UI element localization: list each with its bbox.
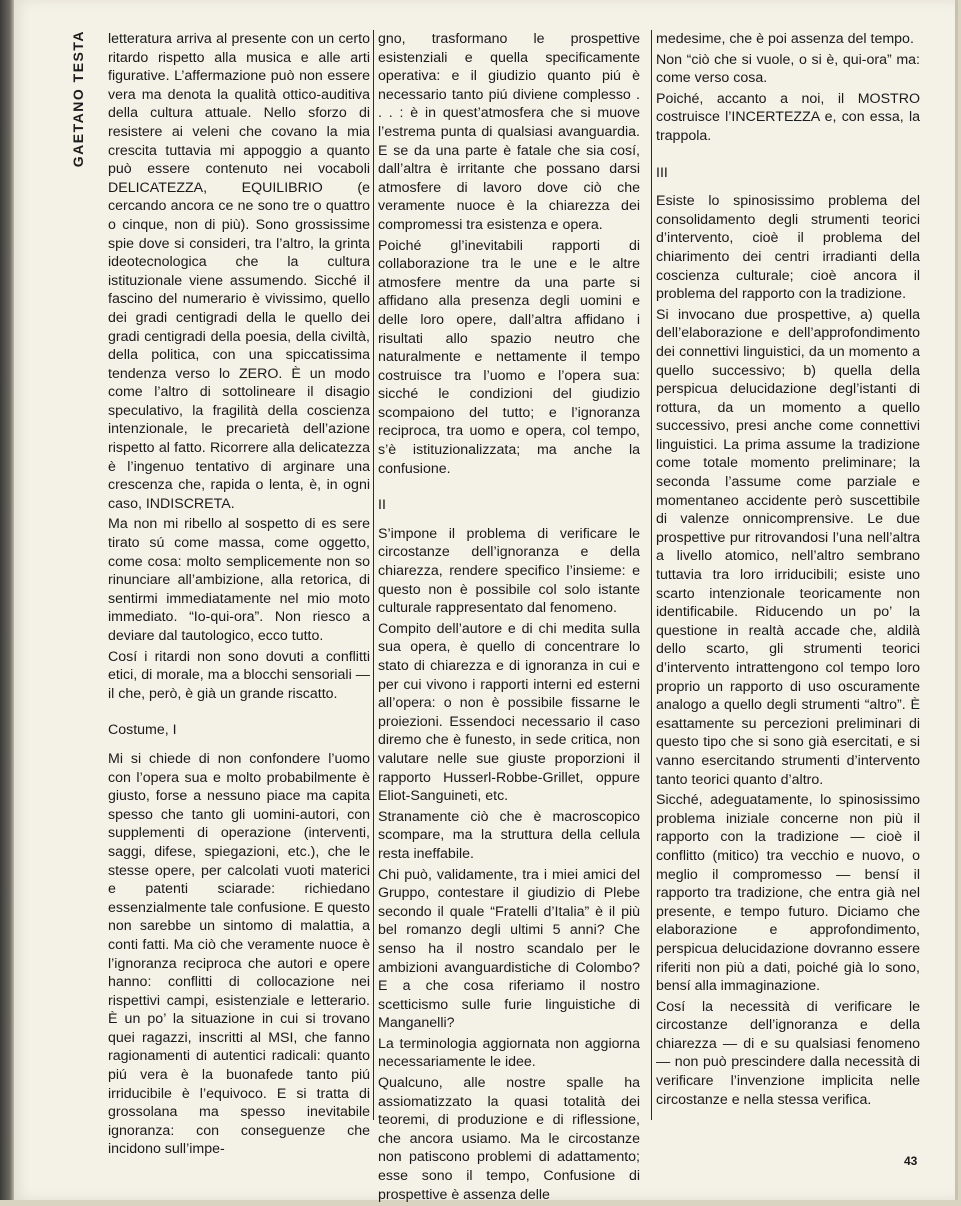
paragraph: Chi può, validamente, tra i miei amici del Gruppo, contestare il giudizio di Plebe secondo il quale “Fratelli d’Italia” è il più bel romanzo degli ultimi 5 anni? Che senso ha il nostro scandalo per le ambizioni avanguardistiche di Colombo? E a che cosa riferiamo il nostro scetticismo sulle furie linguistiche di Manganelli?	[378, 866, 640, 1032]
text-column-3	[656, 30, 920, 1111]
paragraph: medesime, che è poi assenza del tempo.	[656, 31, 914, 47]
paragraph: Mi si chiede di non confondere l’uomo con l’opera sua e molto probabilmente è giusto, forse a nessuno piace ma capita spesso che tanto gli uomini-autori, con supplementi di operazione (interventi, saggi, difese, spiegazioni, etc.), che le stesse opere, per calcolati vuoti materici e patenti sciarade: richiedano essenzialmente tale confusione. E questo non sarebbe un sintomo di malattia, a conti fatti. Ma ciò che veramente nuoce è l’ignoranza reciproca che autori e opere hanno: conflitti di collocazione nei rispettivi campi, esistenziale e letterario. È un po’ la situazione in cui si trovano quei ragazzi, inscritti al MSI, che fanno ragionamenti di autentici radicali: quanto piú vera è la buonafede tanto piú irriducibile è l’equivoco. E si tratta di grossolana ma spesso inevitabile ignoranza: con conseguenze che incidono sull’impe-	[108, 750, 370, 1158]
column-divider	[651, 30, 652, 1120]
page-edge	[955, 0, 958, 1200]
author-name: GAETANO TESTA	[70, 30, 86, 168]
paragraph: Poiché, accanto a noi, il MOSTRO costruisce l’INCERTEZZA e, con essa, la trappola.	[656, 90, 920, 144]
paragraph: Esiste lo spinosissimo problema del consolidamento degli strumenti teorici d’intervento, cioè il problema del chiarimento dei centri irradianti della coscienza culturale; cioè ancora il problema del rapporto con la tradizione.	[656, 193, 920, 303]
column-divider	[373, 30, 374, 1120]
section-heading: II	[378, 497, 386, 514]
text-column-1	[108, 30, 370, 1161]
text-column-2	[378, 30, 640, 1206]
paragraph: Cosí la necessità di verificare le circostanze dell’ignoranza e della chiarezza — di e su qualsiasi fenomeno — non può prescindere dalla necessità di verificare l’invenzione implicita nelle circostanze e nella stessa verifica.	[656, 998, 920, 1108]
section-heading: Costume, I	[108, 722, 177, 739]
section-heading: III	[656, 164, 668, 181]
paragraph: letteratura arriva al presente con un certo ritardo rispetto alla musica e alle arti figurative. L’affermazione può non essere vera ma denota la qualità ottico-auditiva della cultura attuale. Nello sforzo di resistere ai veleni che covano la mia crescita tuttavia mi appoggio a quanto può essere contenuto nei vocaboli DELICATEZZA, EQUILIBRIO (e cercando ancora ce ne sono tre o quattro o cinque, non di più). Sono grossissime spie dove si consideri, tra l’altro, la grinta ideotecnologica che la cultura istituzionale viene assumendo. Sicché il fascino del numerario è vivissimo, quello dei gradi centigradi della le quello dei gradi centigradi della poesia, della civiltà, della politica, con una spiccatissima tendenza verso lo ZERO. È un modo come l’altro di sottolineare il disagio speculativo, la fragilità della coscienza intenzionale, le precarietà dell’azione rispetto al fatto. Ricorrere alla delicatezza è l’ingenuo tentativo di arginare una crescenza che, rapida o lenta, è, in ogni caso, INDISCRETA.	[108, 31, 370, 512]
paragraph: Qualcuno, alle nostre spalle ha assiomatizzato la quasi totalità dei teoremi, di produzione e di riflessione, che ancora usiamo. Ma le circostanze non patiscono problemi di adattamento; esse sono il tempo, Confusione di prospettive è assenza delle	[378, 1075, 640, 1203]
paragraph: S’impone il problema di verificare le circostanze dell’ignoranza e della chiarezza, rendere specifico l’insieme: e questo non è possibile col solo istante culturale rappresentato dal fenomeno.	[378, 525, 640, 617]
paragraph: gno, trasformano le prospettive esistenziali e quella specificamente operativa: e il giudizio quanto piú è necessario tanto piú diviene complesso . . . : è in quest’atmosfera che si muove l’estrema punta di qualsiasi avanguardia. E se da una parte è fatale che sia cosí, dall’altra è irritante che possano darsi atmosfere di lavoro dove ciò che veramente nuoce è la chiarezza dei compromessi tra esistenza e opera.	[378, 31, 640, 233]
paragraph: Sicché, adeguatamente, lo spinosissimo problema iniziale concerne non più il rapporto con la tradizione — cioè il conflitto (mitico) tra vecchio e nuovo, o meglio il compromesso — bensí il rapporto tra tradizione, che entra già nel presente, e tempo futuro. Diciamo che elaborazione e approfondimento, perspicua delucidazione dovranno essere riferiti non più a dati, poiché già lo sono, bensí alla immaginazione.	[656, 792, 920, 995]
paragraph: Si invocano due prospettive, a) quella dell’elaborazione e dell’approfondimento dei connettivi linguistici, da un momento a quello successivo; b) quella della perspicua delucidazione degl’istanti di rottura, da un momento a quello successivo, presi anche come connettivi linguistici. La prima assume la tradizione come totale momento preliminare; la seconda l’assume come parziale e momentaneo accidente però suscettibile di valenze onnicomprensive. Le due prospettive pur ritrovandosi l’una nell’altra a livello atomico, nell’altro sembrano tuttavia tra loro irriducibili; esiste uno scarto intenzionale teoricamente non identificabile. Riducendo un po’ la questione in realtà accade che, aldilà dello scarto, gli strumenti teorici d’intervento intrattengono col tempo loro proprio un rapporto di uso oscuramente analogo a quello degli strumenti “altro”. È esattamente su percezioni preliminari di questo tipo che si sono già esercitati, e si vanno esercitando strumenti d’intervento tanto teorici quanto d’altro.	[656, 306, 920, 788]
paragraph: La terminologia aggiornata non aggiorna necessariamente le idee.	[378, 1035, 640, 1071]
book-binding	[0, 0, 14, 1200]
paragraph: Compito dell’autore e di chi medita sulla sua opera, è quello di concentrare lo stato di chiarezza e di ignoranza in cui e per cui vivono i rapporti interni ed esterni all’opera: o non è possibile fissarne le proiezioni. Essendoci necessario il caso diremo che è funesto, in sede critica, non valutare nelle sue giuste proporzioni il rapporto Husserl-Robbe-Grillet, oppure Eliot-Sanguineti, etc.	[378, 620, 640, 805]
page-number: 43	[904, 1154, 918, 1168]
paragraph: Cosí i ritardi non sono dovuti a conflitti etici, di morale, ma a blocchi sensoriali — il che, però, è già un grande riscatto.	[108, 648, 370, 702]
paragraph: Stranamente ciò che è macroscopico scompare, ma la struttura della cellula resta ineffabile.	[378, 808, 640, 862]
paragraph: Non “ciò che si vuole, o si è, qui-ora” ma: come verso cosa.	[656, 51, 920, 87]
paragraph: Poiché gl’inevitabili rapporti di collaborazione tra le une e le altre atmosfere mentre da una parte si affidano alla presenza degli uomini e delle loro opere, dall’altra affidano i risultati allo spazio neutro che naturalmente e nettamente il tempo costruisce tra l’uomo e l’opera sua: sicché le condizioni del giudizio scompaiono del tutto; e l’ignoranza reciproca, tra uomo e opera, col tempo, s’è istituzionalizzata; ma anche la confusione.	[378, 237, 640, 477]
paragraph: Ma non mi ribello al sospetto di es sere tirato sú come massa, come oggetto, come cosa: molto semplicemente non so rinunciare all’ambizione, alla retorica, di sentirmi immediatamente nel mio moto immediato. “Io-qui-ora”. Non riesco a deviare dal tautologico, ecco tutto.	[108, 516, 370, 644]
